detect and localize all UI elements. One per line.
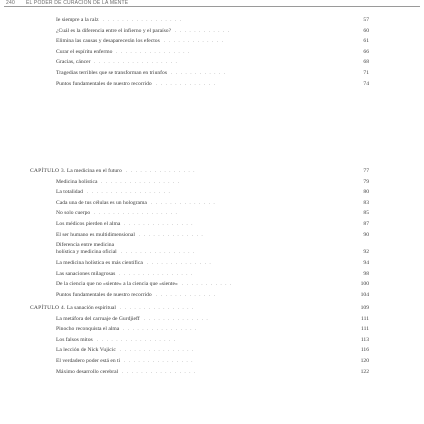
- toc-entry-title: Los médicos pierden el alma: [56, 221, 121, 227]
- toc-entry: [0, 281, 424, 288]
- toc-entry-title: Puntos fundamentales de nuestro recorrido: [56, 291, 152, 298]
- chapter-label: CAPÍTULO 3.: [30, 168, 66, 174]
- dot-leader: . . . . . . . . . . . . . . . . .: [103, 17, 183, 23]
- toc-page-number: 77: [363, 168, 369, 174]
- toc-entry-title: No solo cuerpo: [56, 210, 91, 217]
- dot-leader: . . . . . . . . . . . . .: [156, 80, 216, 87]
- toc-entry-title: Pinocho reconquista el alma: [56, 326, 120, 333]
- chapter-label: CAPÍTULO 4.: [30, 305, 66, 311]
- toc-page-number: 57: [363, 17, 369, 23]
- dot-leader: . . . . . . . . . . . .: [171, 70, 227, 76]
- toc-entry: [0, 326, 424, 333]
- dot-leader: . . . . . . . . . . . . . . . .: [121, 249, 196, 256]
- toc-entry-title: De la ciencia que no «siente» a la ciencia que «siente»: [56, 281, 178, 288]
- toc-entry: [0, 59, 424, 66]
- chapter-heading: [0, 168, 424, 175]
- dot-leader: . . . . . . . . . . . . . . . . . .: [94, 59, 178, 66]
- dot-leader: . . . . . . . . . . . . . . . . .: [101, 178, 181, 185]
- toc-entry: [0, 38, 424, 45]
- toc-entry: [0, 358, 424, 365]
- toc-entry: [0, 179, 424, 186]
- toc-entry-title: Curar el espíritu enfermo: [56, 48, 113, 55]
- dot-leader: . . . . . . . . . . . . . . . . . .: [87, 189, 171, 196]
- toc-page-number: 80: [363, 189, 369, 196]
- toc-entry: [0, 232, 424, 239]
- toc-entry: [0, 347, 424, 354]
- toc-page-number: 122: [360, 368, 369, 375]
- toc-page-number: 111: [361, 315, 369, 322]
- toc-entry-title: Puntos fundamentales de nuestro recorrido: [56, 80, 152, 87]
- toc-page-number: 116: [360, 347, 369, 354]
- toc-entry-title: Cada una de tus células es un holograma: [56, 199, 147, 206]
- dot-leader: . . . . . . . . . . . . . . . . .: [97, 336, 177, 343]
- dot-leader: . . . . . . . . . . . . . . .: [126, 168, 196, 174]
- toc-entry-title: holística y medicina oficial: [56, 249, 117, 256]
- toc-page-number: 83: [363, 199, 369, 206]
- chapter-title: [30, 168, 122, 175]
- chapter-heading: [0, 305, 424, 312]
- toc-entry: [0, 369, 424, 376]
- toc-entry-title: ¿Cuál es la diferencia entre el infierno y el paraíso?: [56, 27, 172, 34]
- dot-leader: . . . . . . . . . . . . .: [156, 291, 216, 298]
- toc-entry: [0, 200, 424, 207]
- dot-leader: . . . . . . . . . . . . . . . . . .: [94, 210, 178, 217]
- dot-leader: . . . . . . . . . . . . . . .: [124, 221, 194, 227]
- toc-page-number: 104: [360, 291, 369, 298]
- dot-leader: . . . . . . . . . . . . . . .: [124, 358, 194, 364]
- toc-entry: [0, 28, 424, 35]
- toc-entry-title: Elimina las causas y desaparecerán los efectos: [56, 38, 160, 45]
- toc-entry-title: Tragedias terribles que se transforman en triunfos: [56, 70, 168, 76]
- toc-page-number: 79: [363, 178, 369, 185]
- toc-entry-title: La medicina holística es más científica: [56, 260, 143, 266]
- toc-page-number: 98: [363, 270, 369, 277]
- toc-page-number: 109: [360, 305, 369, 311]
- toc-entry-title: La metáfora del carruaje de Gurdjieff: [56, 315, 140, 322]
- toc-page-number: 87: [363, 221, 369, 227]
- toc-entry-title: Ie siempre a la ralz: [56, 17, 99, 23]
- toc-page-number: 66: [363, 48, 369, 55]
- toc-page-number: 71: [363, 70, 369, 76]
- dot-leader: . . . . . . . . . . . . . . . .: [119, 270, 194, 277]
- dot-leader: . . . . . . . . . . . . . .: [139, 231, 204, 238]
- toc-entry: [0, 271, 424, 278]
- toc-entry-title: Diferencia entre medicina: [56, 242, 115, 249]
- toc-page-number: 61: [363, 38, 369, 45]
- toc-entry: [0, 70, 424, 77]
- dot-leader: . . . . . . . . . . . . . . . .: [120, 305, 195, 311]
- toc-entry: [0, 189, 424, 196]
- toc-entry: [0, 81, 424, 88]
- chapter-title: [30, 305, 116, 312]
- toc-page-number: 120: [360, 358, 369, 364]
- toc-entry-title: El ser humano es multidimensional: [56, 231, 135, 238]
- dot-leader: . . . . . . . . . . . . . . . .: [123, 326, 198, 333]
- dot-leader: . . . . . . . . . . . . . . . .: [122, 368, 197, 375]
- header-page-number: 240: [6, 0, 15, 6]
- dot-leader: . . . . . . . . . . . . . .: [147, 260, 212, 266]
- toc-entry-title: El verdadero poder está en ti: [56, 358, 121, 364]
- dot-leader: . . . . . . . . . . . . . .: [144, 315, 209, 322]
- toc-entry: [0, 221, 424, 228]
- dot-leader: . . . . . . . . . . . . . . . .: [116, 48, 191, 55]
- toc-entry: [0, 292, 424, 299]
- toc-page-number: 100: [360, 281, 369, 288]
- toc-page-number: 111: [361, 326, 369, 333]
- dot-leader: . . . . . . . . . . . .: [175, 27, 231, 34]
- toc-entry: [0, 260, 424, 267]
- toc-page-number: 85: [363, 210, 369, 217]
- toc-entry: [0, 316, 424, 323]
- toc-page-number: 60: [363, 27, 369, 34]
- dot-leader: . . . . . . . . . . . . . . . .: [120, 347, 195, 354]
- toc-entry-title: Las sanaciones milagrosas: [56, 270, 116, 277]
- dot-leader: . . . . . . . . . . .: [182, 281, 233, 288]
- toc-entry: [0, 210, 424, 217]
- dot-leader: . . . . . . . . . . . . .: [164, 38, 224, 45]
- toc-entry: [0, 249, 424, 256]
- toc-entry-title: Máximo desarrollo cerebral: [56, 368, 119, 375]
- toc-page-number: 92: [363, 249, 369, 256]
- toc-page-number: 90: [363, 231, 369, 238]
- dot-leader: . . . . . . . . . . . . . .: [151, 199, 216, 206]
- toc-entry-title: Gracias, cáncer: [56, 59, 91, 66]
- toc-entry-title: Los falsos mitos: [56, 336, 93, 343]
- toc-entry-title: Medicina holística: [56, 178, 98, 185]
- toc-entry-title: La lección de Nick Vujicic: [56, 347, 116, 354]
- toc-page-number: 94: [363, 260, 369, 266]
- toc-page-number: 68: [363, 59, 369, 66]
- header-book-title: EL PODER DE CURACIÓN DE LA MENTE: [26, 0, 129, 6]
- toc-entry: [0, 49, 424, 56]
- chapter-title-text: La sanación espiritual: [65, 305, 116, 311]
- toc-entry-title: La totalidad: [56, 189, 83, 196]
- toc-entry: [0, 17, 424, 24]
- toc-entry: [0, 337, 424, 344]
- toc-page-number: 74: [363, 80, 369, 87]
- chapter-title-text: La medicina en el futuro: [65, 168, 122, 174]
- toc-page-number: 113: [360, 336, 369, 343]
